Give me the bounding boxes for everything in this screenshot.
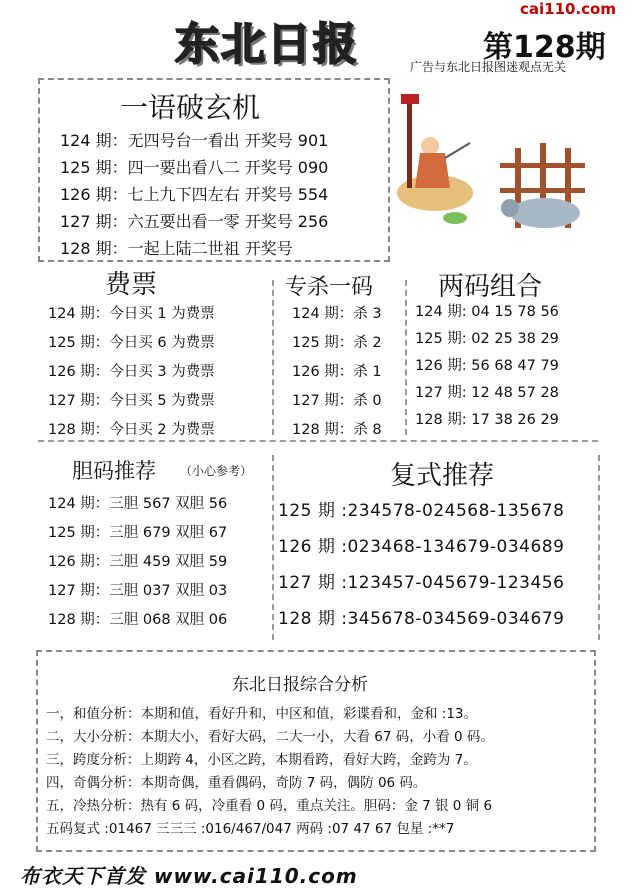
analysis-list xyxy=(46,702,494,840)
list-item: 128 期 :345678-034569-034679 xyxy=(278,609,565,629)
list-item: 128 期: 17 38 26 29 xyxy=(415,412,559,428)
twocode-title: 两码组合 xyxy=(438,272,543,302)
list-item: 126 期：今日买 3 为费票 xyxy=(48,364,215,380)
yiyu-list xyxy=(60,128,328,263)
list-item: 125 期: 02 25 38 29 xyxy=(415,331,559,347)
list-item: 128 期：一起上陆二世祖 开奖号 xyxy=(60,239,293,258)
list-item: 124 期: 04 15 78 56 xyxy=(415,304,559,320)
dan-note: （小心参考） xyxy=(180,464,253,478)
issue-number: 第128期 xyxy=(483,30,606,65)
list-item: 128 期：三胆 068 双胆 06 xyxy=(48,612,228,628)
list-item: 127 期: 12 48 57 28 xyxy=(415,385,559,401)
list-item: 五码复式 :01467 三三三 :016/467/047 两码 :07 47 67 包星 :**7 xyxy=(46,821,455,837)
list-item: 124 期：无四号台一看出 开奖号 901 xyxy=(60,131,329,150)
twocode-list xyxy=(415,300,559,435)
list-item: 三，跨度分析：上期跨 4，小区之跨，本期看跨，看好大跨，金跨为 7。 xyxy=(46,752,477,768)
list-item: 一，和值分析：本期和值，看好升和，中区和值，彩谍看和，金和 :13。 xyxy=(46,706,478,722)
list-item: 124 期：杀 3 xyxy=(292,306,382,322)
divider xyxy=(598,455,600,640)
analysis-title: 东北日报综合分析 xyxy=(232,675,368,695)
list-item: 128 期：杀 8 xyxy=(292,422,382,438)
kill-title: 专杀一码 xyxy=(285,275,374,300)
divider xyxy=(272,280,274,435)
list-item: 125 期：今日买 6 为费票 xyxy=(48,335,215,351)
kill-list xyxy=(292,302,382,447)
list-item: 126 期 :023468-134679-034689 xyxy=(278,537,565,557)
list-item: 126 期：三胆 459 双胆 59 xyxy=(48,554,228,570)
list-item: 四，奇偶分析：本期奇偶，重看偶码，奇防 7 码，偶防 06 码。 xyxy=(46,775,427,791)
list-item: 124 期：今日买 1 为费票 xyxy=(48,306,215,322)
list-item: 126 期：七上九下四左右 开奖号 554 xyxy=(60,185,329,204)
list-item: 126 期: 56 68 47 79 xyxy=(415,358,559,374)
disclaimer: 广告与东北日报图迷观点无关 xyxy=(410,60,567,74)
list-item: 五，冷热分析：热有 6 码，冷重看 0 码，重点关注。胆码：金 7 银 0 铜 6 xyxy=(46,798,493,814)
dan-title: 胆码推荐 xyxy=(72,459,156,483)
list-item: 127 期：六五要出看一零 开奖号 256 xyxy=(60,212,329,231)
list-item: 127 期：杀 0 xyxy=(292,393,382,409)
list-item: 二，大小分析：本期大小，看好大码，二大一小，大看 67 码，小看 0 码。 xyxy=(46,729,494,745)
divider xyxy=(405,280,407,435)
fushi-list xyxy=(278,496,564,640)
buffalo-illustration xyxy=(395,88,595,238)
dan-list xyxy=(48,492,227,637)
list-item: 127 期 :123457-045679-123456 xyxy=(278,573,565,593)
free-list xyxy=(48,302,215,447)
masthead-title: 东北日报 xyxy=(175,19,359,70)
list-item: 125 期：杀 2 xyxy=(292,335,382,351)
footer-text: 布衣天下首发 www.cai110.com xyxy=(20,864,358,888)
list-item: 126 期：杀 1 xyxy=(292,364,382,380)
list-item: 125 期：四一要出看八二 开奖号 090 xyxy=(60,158,329,177)
list-item: 127 期：今日买 5 为费票 xyxy=(48,393,215,409)
list-item: 128 期：今日买 2 为费票 xyxy=(48,422,215,438)
free-title: 费票 xyxy=(105,270,158,300)
list-item: 125 期 :234578-024568-135678 xyxy=(278,501,565,521)
fushi-title: 复式推荐 xyxy=(390,461,495,491)
site-url: cai110.com xyxy=(520,0,616,18)
yiyu-title: 一语破玄机 xyxy=(120,91,261,124)
list-item: 124 期：三胆 567 双胆 56 xyxy=(48,496,228,512)
divider xyxy=(272,455,274,640)
list-item: 127 期：三胆 037 双胆 03 xyxy=(48,583,228,599)
list-item: 125 期：三胆 679 双胆 67 xyxy=(48,525,228,541)
